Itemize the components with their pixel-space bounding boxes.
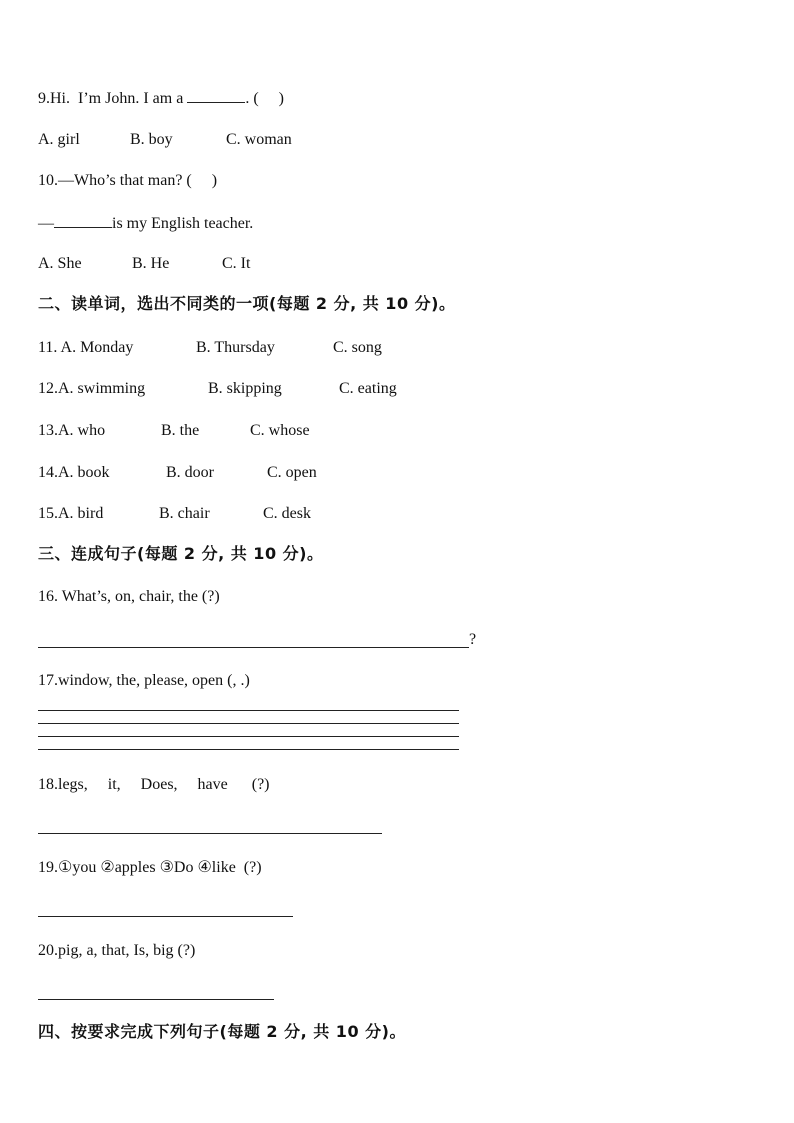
option-a: 12.A. swimming (38, 380, 146, 397)
question-16-stem: 16. What’s, on, chair, the (?) (38, 588, 220, 605)
question-10-answer-line (38, 213, 253, 234)
option-b: B. boy (130, 131, 173, 148)
question-19-stem: 19.①you ②apples ③Do ④like (?) (38, 859, 262, 876)
question-20-stem: 20.pig, a, that, Is, big (?) (38, 942, 196, 959)
answer-blank[interactable] (54, 213, 112, 228)
question-13 (38, 421, 310, 441)
question-14 (38, 463, 317, 483)
option-a: 11. A. Monday (38, 339, 134, 356)
question-11 (38, 338, 382, 358)
option-a: 14.A. book (38, 464, 110, 481)
question-9-options (38, 130, 292, 150)
answer-blank[interactable] (187, 88, 245, 103)
answer-line[interactable] (38, 749, 459, 750)
option-b: B. He (132, 255, 170, 272)
option-c: C. whose (250, 422, 310, 439)
option-a: A. She (38, 255, 82, 272)
option-a: A. girl (38, 131, 80, 148)
option-c: C. open (267, 464, 317, 481)
answer-line[interactable] (38, 736, 459, 737)
section-4-heading: 四、按要求完成下列句子(每题 2 分, 共 10 分)。 (38, 1022, 406, 1041)
question-18-stem: 18.legs, it, Does, have (?) (38, 776, 270, 793)
question-9-text-post: . ( ) (245, 90, 284, 107)
option-b: B. skipping (208, 380, 282, 397)
option-c: C. desk (263, 505, 311, 522)
answer-line[interactable] (38, 723, 459, 724)
answer-line[interactable] (38, 999, 274, 1000)
question-15 (38, 504, 311, 524)
dash: — (38, 215, 54, 232)
question-9-stem (38, 88, 284, 109)
option-c: C. song (333, 339, 382, 356)
question-9-text-pre: 9.Hi. I’m John. I am a (38, 90, 188, 107)
section-3-heading: 三、连成句子(每题 2 分, 共 10 分)。 (38, 544, 324, 563)
option-b: B. the (161, 422, 200, 439)
option-b: B. chair (159, 505, 210, 522)
question-12 (38, 379, 397, 399)
answer-line[interactable] (38, 916, 293, 917)
option-a: 13.A. who (38, 422, 106, 439)
option-c: C. eating (339, 380, 397, 397)
answer-line[interactable] (38, 833, 382, 834)
question-16-end-mark: ? (469, 631, 477, 648)
question-10-stem: 10.—Who’s that man? ( ) (38, 172, 218, 189)
section-2-heading: 二、读单词，选出不同类的一项(每题 2 分, 共 10 分)。 (38, 294, 456, 313)
answer-line[interactable] (38, 647, 469, 648)
question-17-stem: 17.window, the, please, open (, .) (38, 672, 250, 689)
option-c: C. It (222, 255, 251, 272)
question-10-answer-text: is my English teacher. (112, 215, 254, 232)
option-b: B. door (166, 464, 214, 481)
answer-line[interactable] (38, 710, 459, 711)
option-c: C. woman (226, 131, 292, 148)
option-a: 15.A. bird (38, 505, 104, 522)
option-b: B. Thursday (196, 339, 275, 356)
question-10-options (38, 254, 250, 274)
